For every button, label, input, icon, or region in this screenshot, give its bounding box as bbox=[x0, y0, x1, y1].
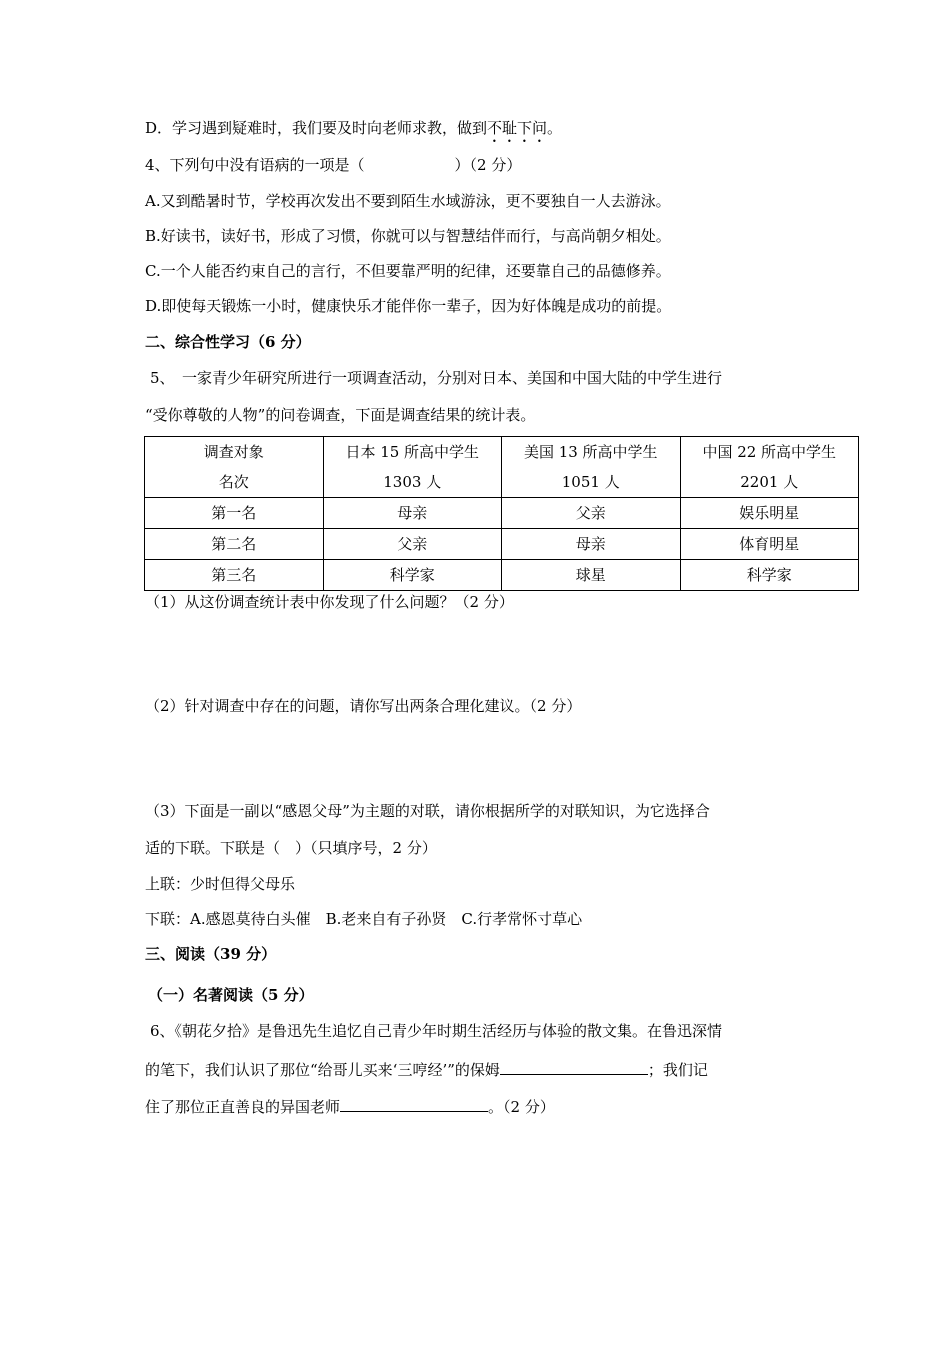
table-row bbox=[145, 560, 859, 591]
survey-header-line1: 调查对象 bbox=[203, 443, 264, 461]
q4-option-d: D.即使每天锻炼一小时，健康快乐才能伴你一辈子，因为好体魄是成功的前提。 bbox=[145, 297, 672, 315]
survey-header-line1: 美国 13 所高中学生 bbox=[523, 443, 658, 461]
q5-intro-line2: “受你尊敬的人物”的问卷调查，下面是调查结果的统计表。 bbox=[145, 406, 536, 424]
nanny-answer-blank[interactable] bbox=[500, 1058, 648, 1075]
table-cell: 娱乐明星 bbox=[680, 498, 859, 529]
q3-option-d bbox=[145, 118, 562, 146]
section3-sub-title: （一）名著阅读（5 分） bbox=[148, 986, 314, 1004]
teacher-answer-blank[interactable] bbox=[340, 1095, 488, 1112]
q4-option-a: A.又到酷暑时节，学校再次发出不要到陌生水域游泳，更不要独自一人去游泳。 bbox=[145, 192, 671, 210]
survey-header-cell bbox=[323, 437, 502, 498]
q6-line3 bbox=[145, 1095, 555, 1117]
survey-header-line2: 1303 人 bbox=[383, 473, 442, 491]
q3-option-d-emphasis: 不耻下问 bbox=[487, 119, 548, 137]
table-cell: 第一名 bbox=[145, 498, 324, 529]
q3-option-d-prefix: D．学习遇到疑难时，我们要及时向老师求教，做到 bbox=[145, 119, 488, 137]
q4-option-b: B.好读书，读好书，形成了习惯，你就可以与智慧结伴而行，与高尚朝夕相处。 bbox=[145, 227, 671, 245]
survey-header-line2: 2201 人 bbox=[740, 473, 799, 491]
survey-table bbox=[144, 436, 859, 591]
q5-sub3-line2: 适的下联。下联是（ ）（只填序号，2 分） bbox=[145, 839, 437, 857]
survey-header-line1: 日本 15 所高中学生 bbox=[345, 443, 480, 461]
table-cell: 体育明星 bbox=[680, 529, 859, 560]
table-cell: 母亲 bbox=[502, 529, 681, 560]
table-cell: 父亲 bbox=[502, 498, 681, 529]
survey-table-header-row bbox=[145, 437, 859, 498]
survey-header-line1: 中国 22 所高中学生 bbox=[702, 443, 837, 461]
table-cell: 第二名 bbox=[145, 529, 324, 560]
q5-sub3-line1: （3）下面是一副以“感恩父母”为主题的对联，请你根据所学的对联知识，为它选择合 bbox=[145, 802, 710, 820]
survey-header-line2: 1051 人 bbox=[561, 473, 620, 491]
survey-header-cell bbox=[145, 437, 324, 498]
table-cell: 科学家 bbox=[680, 560, 859, 591]
q6-line2 bbox=[145, 1058, 708, 1080]
survey-header-cell bbox=[680, 437, 859, 498]
table-cell: 父亲 bbox=[323, 529, 502, 560]
q4-stem: 4、下列句中没有语病的一项是（ ）（2 分） bbox=[145, 156, 522, 174]
q6-line1: 6、《朝花夕拾》是鲁迅先生追忆自己青少年时期生活经历与体验的散文集。在鲁迅深情 bbox=[150, 1022, 723, 1040]
section2-title: 二、综合性学习（6 分） bbox=[145, 333, 311, 351]
q6-line3-text-b: 。（2 分） bbox=[488, 1098, 555, 1116]
q4-option-c: C.一个人能否约束自己的言行，不但要靠严明的纪律，还要靠自己的品德修养。 bbox=[145, 262, 671, 280]
q6-line3-text-a: 住了那位正直善良的异国老师 bbox=[145, 1098, 341, 1116]
table-cell: 科学家 bbox=[323, 560, 502, 591]
couplet-lower: 下联：A.感恩莫待白头催 B.老来自有子孙贤 C.行孝常怀寸草心 bbox=[145, 910, 583, 928]
couplet-upper: 上联：少时但得父母乐 bbox=[145, 875, 296, 893]
table-cell: 第三名 bbox=[145, 560, 324, 591]
table-row bbox=[145, 529, 859, 560]
q5-sub1: （1）从这份调查统计表中你发现了什么问题？（2 分） bbox=[145, 593, 514, 611]
q5-sub2: （2）针对调查中存在的问题，请你写出两条合理化建议。（2 分） bbox=[145, 697, 582, 715]
table-cell: 母亲 bbox=[323, 498, 502, 529]
survey-header-cell bbox=[502, 437, 681, 498]
q6-line2-text-b: ；我们记 bbox=[647, 1061, 708, 1079]
section3-title: 三、阅读（39 分） bbox=[145, 945, 277, 963]
q5-intro-line1: 5、 一家青少年研究所进行一项调查活动，分别对日本、美国和中国大陆的中学生进行 bbox=[150, 369, 723, 387]
survey-header-line2: 名次 bbox=[218, 473, 249, 491]
table-row bbox=[145, 498, 859, 529]
table-cell: 球星 bbox=[502, 560, 681, 591]
q3-option-d-suffix: 。 bbox=[547, 119, 563, 137]
q6-line2-text-a: 的笔下，我们认识了那位“给哥儿买来‘三哼经’”的保姆 bbox=[145, 1061, 500, 1079]
